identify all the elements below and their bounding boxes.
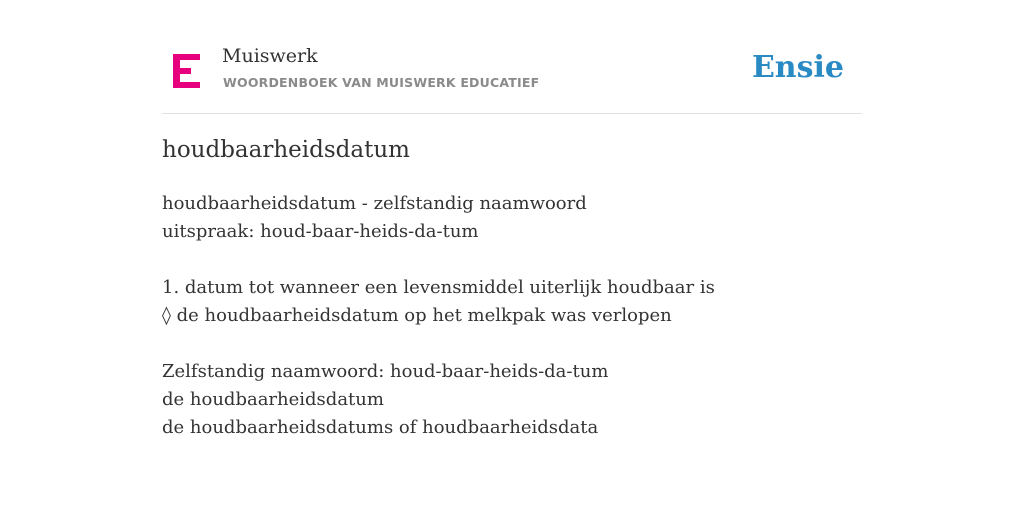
- page-title: houdbaarheidsdatum: [162, 137, 410, 163]
- singular-form: de houdbaarheidsdatum: [162, 389, 384, 410]
- entry-content: [162, 190, 862, 442]
- entry-pronunciation: uitspraak: houd-baar-heids-da-tum: [162, 221, 479, 242]
- spacer: [162, 246, 862, 274]
- plural-forms: de houdbaarheidsdatums of houdbaarheidsdata: [162, 417, 599, 438]
- brand-subtitle: WOORDENBOEK VAN MUISWERK EDUCATIEF: [223, 75, 540, 90]
- grammar-heading: Zelfstandig naamwoord: houd-baar-heids-da-tum: [162, 361, 609, 382]
- muiswerk-logo-graphic: [173, 54, 200, 88]
- entry-example: ◊ de houdbaarheidsdatum op het melkpak was verlopen: [162, 305, 672, 326]
- muiswerk-logo-icon[interactable]: [173, 54, 200, 88]
- entry-definition: 1. datum tot wanneer een levensmiddel uiterlijk houdbaar is: [162, 277, 715, 298]
- entry-headline: houdbaarheidsdatum - zelfstandig naamwoord: [162, 193, 587, 214]
- site-header: [162, 0, 862, 114]
- ensie-logo-link[interactable]: Ensie: [751, 50, 844, 85]
- brand-name[interactable]: Muiswerk: [222, 45, 318, 67]
- spacer: [162, 330, 862, 358]
